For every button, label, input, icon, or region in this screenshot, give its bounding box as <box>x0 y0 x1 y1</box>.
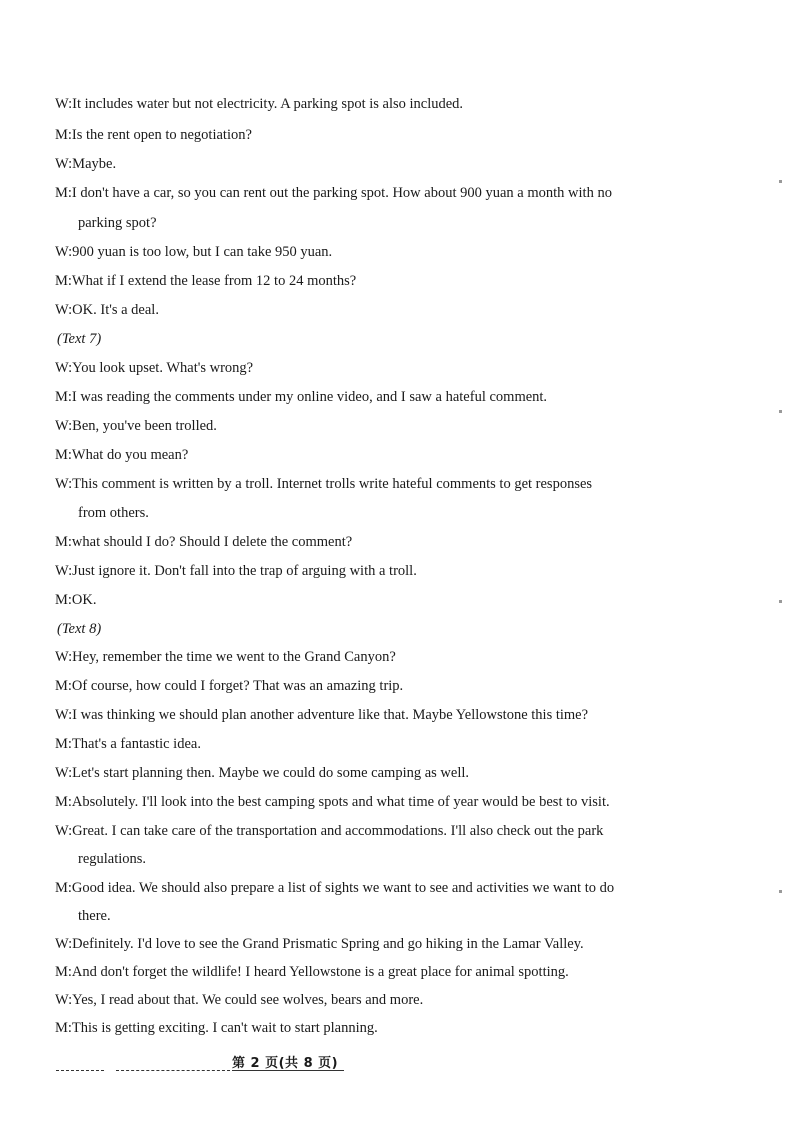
dialogue-line: W:Maybe. <box>55 156 117 172</box>
dialogue-line: M:I don't have a car, so you can rent out the parking spot. How about 900 yuan a month with no <box>55 185 612 201</box>
dialogue-line: M:That's a fantastic idea. <box>55 736 201 752</box>
dialogue-line-continuation: parking spot? <box>78 215 157 231</box>
dialogue-line-continuation: regulations. <box>78 851 147 867</box>
dialogue-line: W:900 yuan is too low, but I can take 950 yuan. <box>55 244 333 260</box>
dialogue-line: W:Definitely. I'd love to see the Grand Prismatic Spring and go hiking in the Lamar Valley. <box>55 936 584 952</box>
dialogue-line: W:Yes, I read about that. We could see wolves, bears and more. <box>55 992 424 1008</box>
dialogue-line: M:Is the rent open to negotiation? <box>55 127 252 143</box>
dialogue-line: M:And don't forget the wildlife! I heard Yellowstone is a great place for animal spotting. <box>55 964 569 980</box>
dialogue-line: W:Ben, you've been trolled. <box>55 418 217 434</box>
scan-edge-mark <box>779 890 782 893</box>
dialogue-line-continuation: there. <box>78 908 111 924</box>
dialogue-line: M:What if I extend the lease from 12 to 24 months? <box>55 273 357 289</box>
dialogue-line: M:Good idea. We should also prepare a list of sights we want to see and activities we want to do <box>55 880 615 896</box>
dialogue-line: M:I was reading the comments under my online video, and I saw a hateful comment. <box>55 389 548 405</box>
footer-dashed-rule <box>116 1070 230 1071</box>
scan-edge-mark <box>779 410 782 413</box>
dialogue-line: W:I was thinking we should plan another adventure like that. Maybe Yellowstone this time? <box>55 707 589 723</box>
dialogue-line-continuation: from others. <box>78 505 149 521</box>
dialogue-line: M:This is getting exciting. I can't wait to start planning. <box>55 1020 378 1036</box>
page-footer <box>56 1048 356 1078</box>
dialogue-line: W:Great. I can take care of the transportation and accommodations. I'll also check out the park <box>55 823 604 839</box>
footer-dashed-rule <box>56 1070 104 1071</box>
dialogue-line: W:Hey, remember the time we went to the Grand Canyon? <box>55 649 396 665</box>
page-number: 第 2 页(共 8 页) <box>232 1056 339 1071</box>
dialogue-line: W:This comment is written by a troll. Internet trolls write hateful comments to get responses <box>55 476 593 492</box>
section-heading-text-8: (Text 8) <box>57 621 102 637</box>
dialogue-line: M:OK. <box>55 592 97 608</box>
dialogue-line: W:Let's start planning then. Maybe we could do some camping as well. <box>55 765 470 781</box>
scan-edge-mark <box>779 600 782 603</box>
dialogue-line: W:OK. It's a deal. <box>55 302 159 318</box>
dialogue-line: W:You look upset. What's wrong? <box>55 360 254 376</box>
dialogue-line: M:Absolutely. I'll look into the best camping spots and what time of year would be best to visit. <box>55 794 610 810</box>
dialogue-line: W:It includes water but not electricity. A parking spot is also included. <box>55 96 464 112</box>
dialogue-line: M:what should I do? Should I delete the comment? <box>55 534 353 550</box>
dialogue-line: M:What do you mean? <box>55 447 189 463</box>
dialogue-line: M:Of course, how could I forget? That was an amazing trip. <box>55 678 404 694</box>
dialogue-line: W:Just ignore it. Don't fall into the trap of arguing with a troll. <box>55 563 417 579</box>
scan-edge-mark <box>779 180 782 183</box>
page-number-underline <box>232 1070 344 1071</box>
section-heading-text-7: (Text 7) <box>57 331 102 347</box>
